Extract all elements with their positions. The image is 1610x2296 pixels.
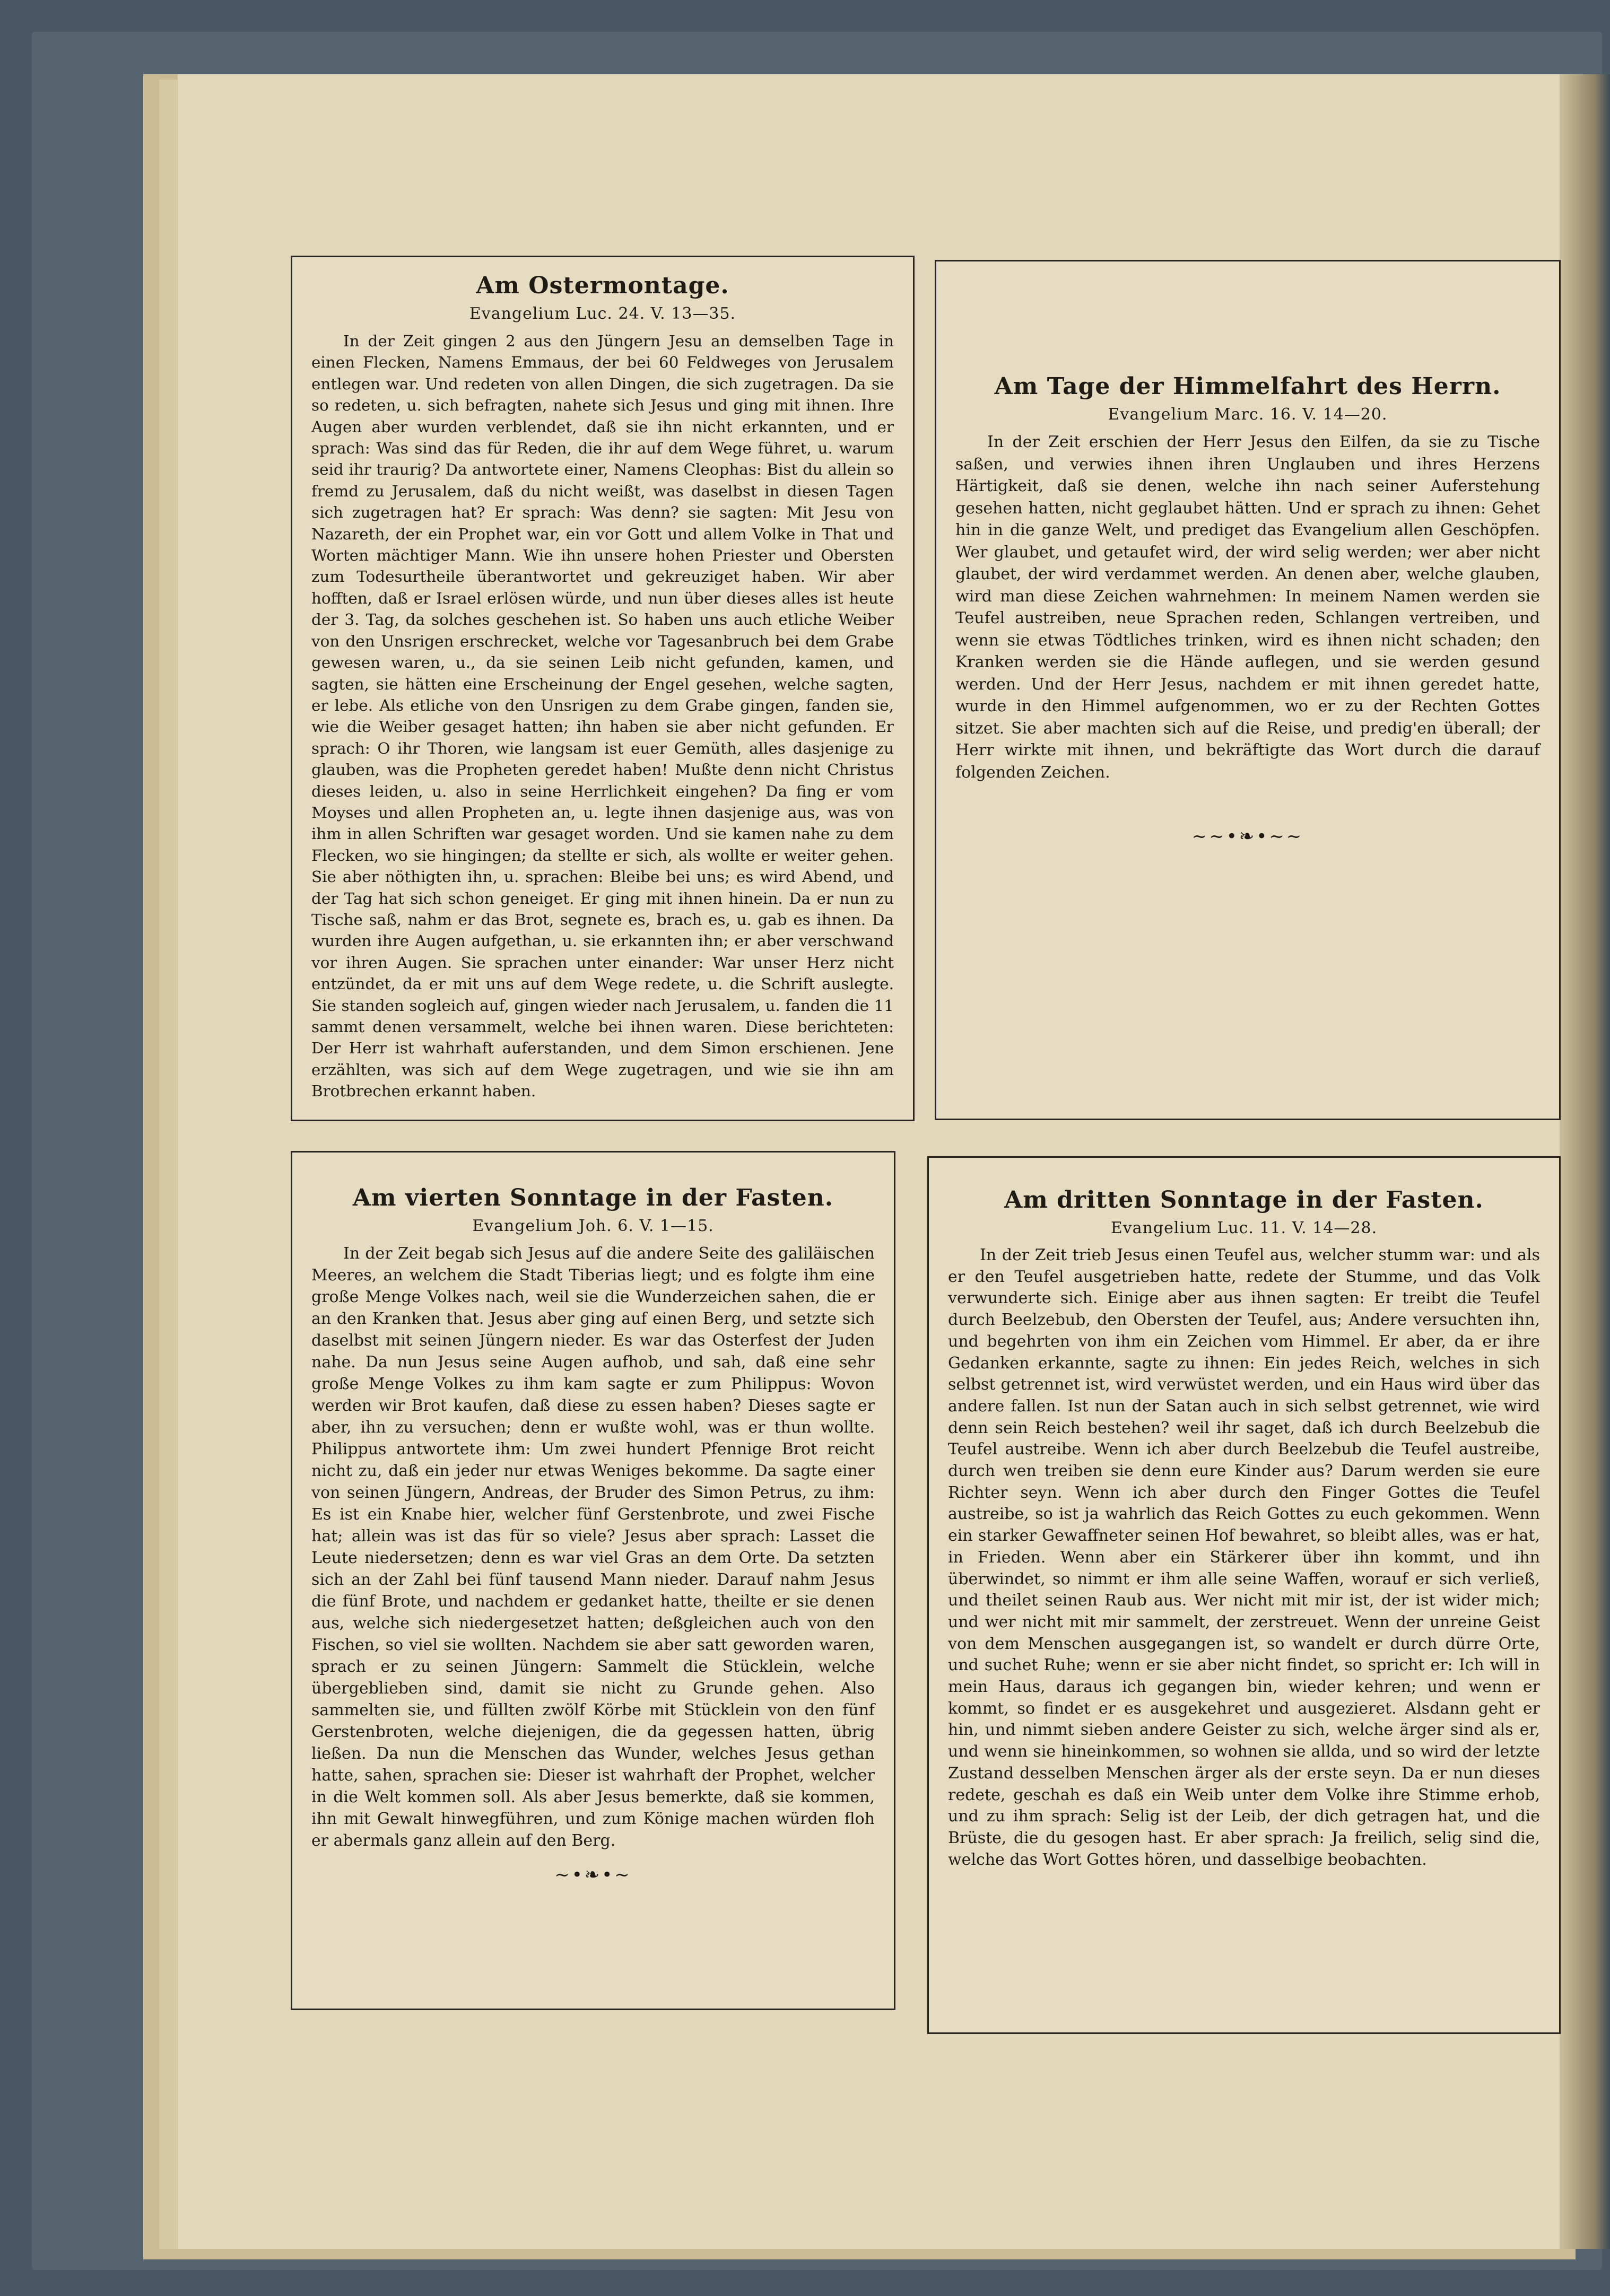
gospel-text: In der Zeit begab sich Jesus auf die andere Seite des galiläischen Meeres, an welchem die Stadt Tiberias liegt; und es folgte ihm eine große Menge Volkes nach, weil sie die Wunderzeichen sahen, die er an den Kranken that. Jesus aber ging auf einen Berg, und setzte sich daselbst mit seinen Jüngern nieder. Es war das Osterfest der Juden nahe. Da nun Jesus seine Augen aufhob, und sah, daß eine sehr große Menge Volkes zu ihm kam sagte er zum Philippus: Wovon werden wir Brot kaufen, daß diese zu essen haben? Dieses sagte er aber, ihn zu versuchen; denn er wußte wohl, was er thun wollte. Philippus antwortete ihm: Um zwei hundert Pfennige Brot reicht nicht zu, daß ein jeder nur etwas Weniges bekomme. Da sagte einer von seinen Jüngern, Andreas, der Bruder des Simon Petrus, zu ihm: Es ist ein Knabe hier, welcher fünf Gerstenbrote, und zwei Fische hat; allein was ist das für so viele? Jesus aber sprach: Lasset die Leute niedersetzen; denn es war viel Gras an dem Orte. Da setzten sich an der Zahl bei fünf tausend Mann nieder. Darauf nahm Jesus die fünf Brote, und nachdem er gedanket hatte, theilte er sie denen aus, welche sich niedergesetzet hatten; deßgleichen auch von den Fischen, so viel sie wollten. Nachdem sie aber satt geworden waren, sprach er zu seinen Jüngern: Sammelt die Stücklein, welche übergeblieben sind, damit sie nicht zu Grunde gehen. Also sammelten sie, und füllten zwölf Körbe mit Stücklein von den fünf Gerstenbroten, welche diejenigen, die da gegessen hatten, übrig ließen. Da nun die Menschen das Wunder, welches Jesus gethan hatte, sahen, sprachen sie: Dieser ist wahrhaft der Prophet, welcher in die Welt kommen soll. Als aber Jesus bemerkte, daß sie kommen, ihn mit Gewalt hinwegführen, und zum Könige machen würden floh er abermals ganz allein auf den Berg. — [311, 1244, 875, 1850]
book-gutter — [1560, 74, 1610, 2249]
gospel-reference: Evangelium Luc. 24. V. 13—35. — [469, 304, 736, 323]
ornament: ~•❧•~ — [554, 1864, 632, 1885]
section-luc — [927, 1156, 1561, 2034]
gospel-text: In der Zeit erschien der Herr Jesus den Eilfen, da sie zu Tische saßen, und verwies ihnen ihren Unglauben und ihres Herzens Härtigkeit, daß sie denen, welche ihn nach seiner Auferstehung gesehen hatten, nicht geglaubet hätten. Und er sprach zu ihnen: Gehet hin in die ganze Welt, und prediget das Evangelium allen Geschöpfen. Wer glaubet, und getaufet wird, der wird selig werden; wer aber nicht glaubet, der wird verdammet werden. An denen aber, welche glauben, wird man diese Zeichen wahrnehmen: In meinem Namen werden sie Teufel austreiben, neue Sprachen reden, Schlangen vertreiben, und wenn sie etwas Tödtliches trinken, wird es ihnen nicht schaden; den Kranken werden sie die Hände auflegen, und sie werden gesund werden. Und der Herr Jesus, nachdem er mit ihnen geredet hatte, wurde in den Himmel aufgenommen, wo er zu der Rechten Gottes sitzet. Sie aber machten sich auf die Reise, und predig'en überall; der Herr wirkte mit ihnen, und bekräftigte das Wort durch die darauf folgenden Zeichen. — [955, 433, 1540, 782]
section-title: Am dritten Sonntage in der Fasten. — [1004, 1186, 1484, 1214]
gospel-reference: Evangelium Joh. 6. V. 1—15. — [472, 1217, 714, 1235]
section-title: Am vierten Sonntage in der Fasten. — [352, 1184, 834, 1211]
gospel-text: In der Zeit gingen 2 aus den Jüngern Jesu an demselben Tage in einen Flecken, Namens Emmaus, der bei 60 Feldweges von Jerusalem entlegen war. Und redeten von allen Dingen, die sich zugetragen. Da sie so redeten, u. sich befragten, nahete sich Jesus und ging mit ihnen. Ihre Augen aber wurden verblendet, daß sie ihn nicht erkannten, und er sprach: Was sind das für Reden, die ihr auf dem Wege führet, u. warum seid ihr traurig? Da antwortete einer, Namens Cleophas: Bist du allein so fremd zu Jerusalem, daß du nicht weißt, was daselbst in diesen Tagen sich zugetragen hat? Er sprach: Was denn? sie sagten: Mit Jesu von Nazareth, der ein Prophet war, ein vor Gott und allem Volke in That und Worten mächtiger Mann. Wie ihn unsere hohen Priester und Obersten zum Todesurtheile überantwortet und gekreuziget haben. Wir aber hofften, daß er Israel erlösen würde, und nun über dieses alles ist heute der 3. Tag, da solches geschehen ist. So haben uns auch etliche Weiber von den Unsrigen erschrecket, welche vor Tagesanbruch bei dem Grabe gewesen waren, u., da sie seinen Leib nicht gefunden, kamen, und sagten, sie hätten eine Erscheinung der Engel gesehen, welche sagten, er lebe. Als etliche von den Unsrigen zu dem Grabe gingen, fanden sie, wie die Weiber gesaget hatten; ihn haben sie aber nicht gefunden. Er sprach: O ihr Thoren, wie langsam ist euer Gemüth, alles dasjenige zu glauben, was die Propheten geredet haben! Mußte denn nicht Christus dieses leiden, u. also in seine Herrlichkeit eingehen? Da fing er vom Moyses und allen Propheten an, u. legte ihnen dasjenige aus, was von ihm in allen Schriften war gesaget worden. Und sie kamen nahe zu dem Flecken, wo sie hingingen; da stellte er sich, als wollte er weiter gehen. Sie aber nöthigten ihn, u. sprachen: Bleibe bei uns; es wird Abend, und der Tag hat sich schon geneiget. Er ging mit ihnen hinein. Da er nun zu Tische saß, nahm er das Brot, segnete es, brach es, u. gab es ihnen. Da wurden ihre Augen aufgethan, u. sie erkannten ihn; er aber verschwand vor ihren Augen. Sie sprachen unter einander: War unser Herz nicht entzündet, da er mit uns auf dem Wege redete, u. die Schrift auslegte. Sie standen sogleich auf, gingen wieder nach Jerusalem, u. fanden die 11 sammt denen versammelt, welche bei ihnen waren. Diese berichteten: Der Herr ist wahrhaft auferstanden, und dem Simon erschienen. Jene erzählten, was sich auf dem Wege zugetragen, und wie sie ihn am Brotbrechen erkannt haben. — [311, 332, 894, 1101]
gospel-reference: Evangelium Luc. 11. V. 14—28. — [1110, 1219, 1378, 1237]
section-title: Am Ostermontage. — [476, 272, 729, 299]
section-joh — [291, 1151, 895, 2010]
gospel-text: In der Zeit trieb Jesus einen Teufel aus, welcher stumm war: und als er den Teufel ausgetrieben hatte, redete der Stumme, und das Volk verwunderte sich. Einige aber aus ihnen sagten: Er treibt die Teufel durch Beelzebub, den Obersten der Teufel, aus; Andere versuchten ihn, und begehrten von ihm ein Zeichen vom Himmel. Er aber, da er ihre Gedanken erkannte, sagte zu ihnen: Ein jedes Reich, welches in sich selbst getrennet ist, wird verwüstet werden, und ein Haus wird über das andere fallen. Ist nun der Satan auch in sich selbst getrennet, wie wird denn sein Reich bestehen? weil ihr saget, daß ich durch Beelzebub die Teufel austreibe. Wenn ich aber durch Beelzebub die Teufel austreibe, durch wen treiben sie denn eure Kinder aus? Darum werden sie eure Richter seyn. Wenn ich aber durch den Finger Gottes die Teufel austreibe, so ist ja wahrlich das Reich Gottes zu euch gekommen. Wenn ein starker Gewaffneter seinen Hof bewahret, so bleibt alles, was er hat, in Frieden. Wenn aber ein Stärkerer über ihn kommt, und ihn überwindet, so nimmt er ihm alle seine Waffen, worauf er sich verließ, und theilet seinen Raub aus. Wer nicht mit mir ist, der ist wider mich; und wer nicht mit mir sammelt, der zerstreuet. Wenn der unreine Geist von dem Menschen ausgegangen ist, so wandelt er durch dürre Orte, und suchet Ruhe; wenn er sie aber nicht findet, so spricht er: Ich will in mein Haus, daraus ich gegangen bin, wieder kehren; und wenn er kommt, so findet er es ausgekehret und ausgezieret. Alsdann geht er hin, und nimmt sieben andere Geister zu sich, welche ärger sind als er, und wenn sie hineinkommen, so wohnen sie allda, und so wird der letzte Zustand desselben Menschen ärger als der erste seyn. Da er nun dieses redete, geschah es daß ein Weib unter dem Volke ihre Stimme erhob, und zu ihm sprach: Selig ist der Leib, der dich getragen hat, und die Brüste, die du gesogen hast. Er aber sprach: Ja freilich, selig sind die, welche das Wort Gottes hören, und dasselbige beobachten. — [948, 1246, 1540, 1869]
section-ostermontag — [291, 256, 915, 1121]
gospel-reference: Evangelium Marc. 16. V. 14—20. — [1108, 405, 1388, 424]
ornament: ~~•❧•~~ — [1191, 826, 1304, 847]
section-himmelfahrt — [935, 260, 1561, 1120]
section-title: Am Tage der Himmelfahrt des Herrn. — [994, 373, 1501, 400]
